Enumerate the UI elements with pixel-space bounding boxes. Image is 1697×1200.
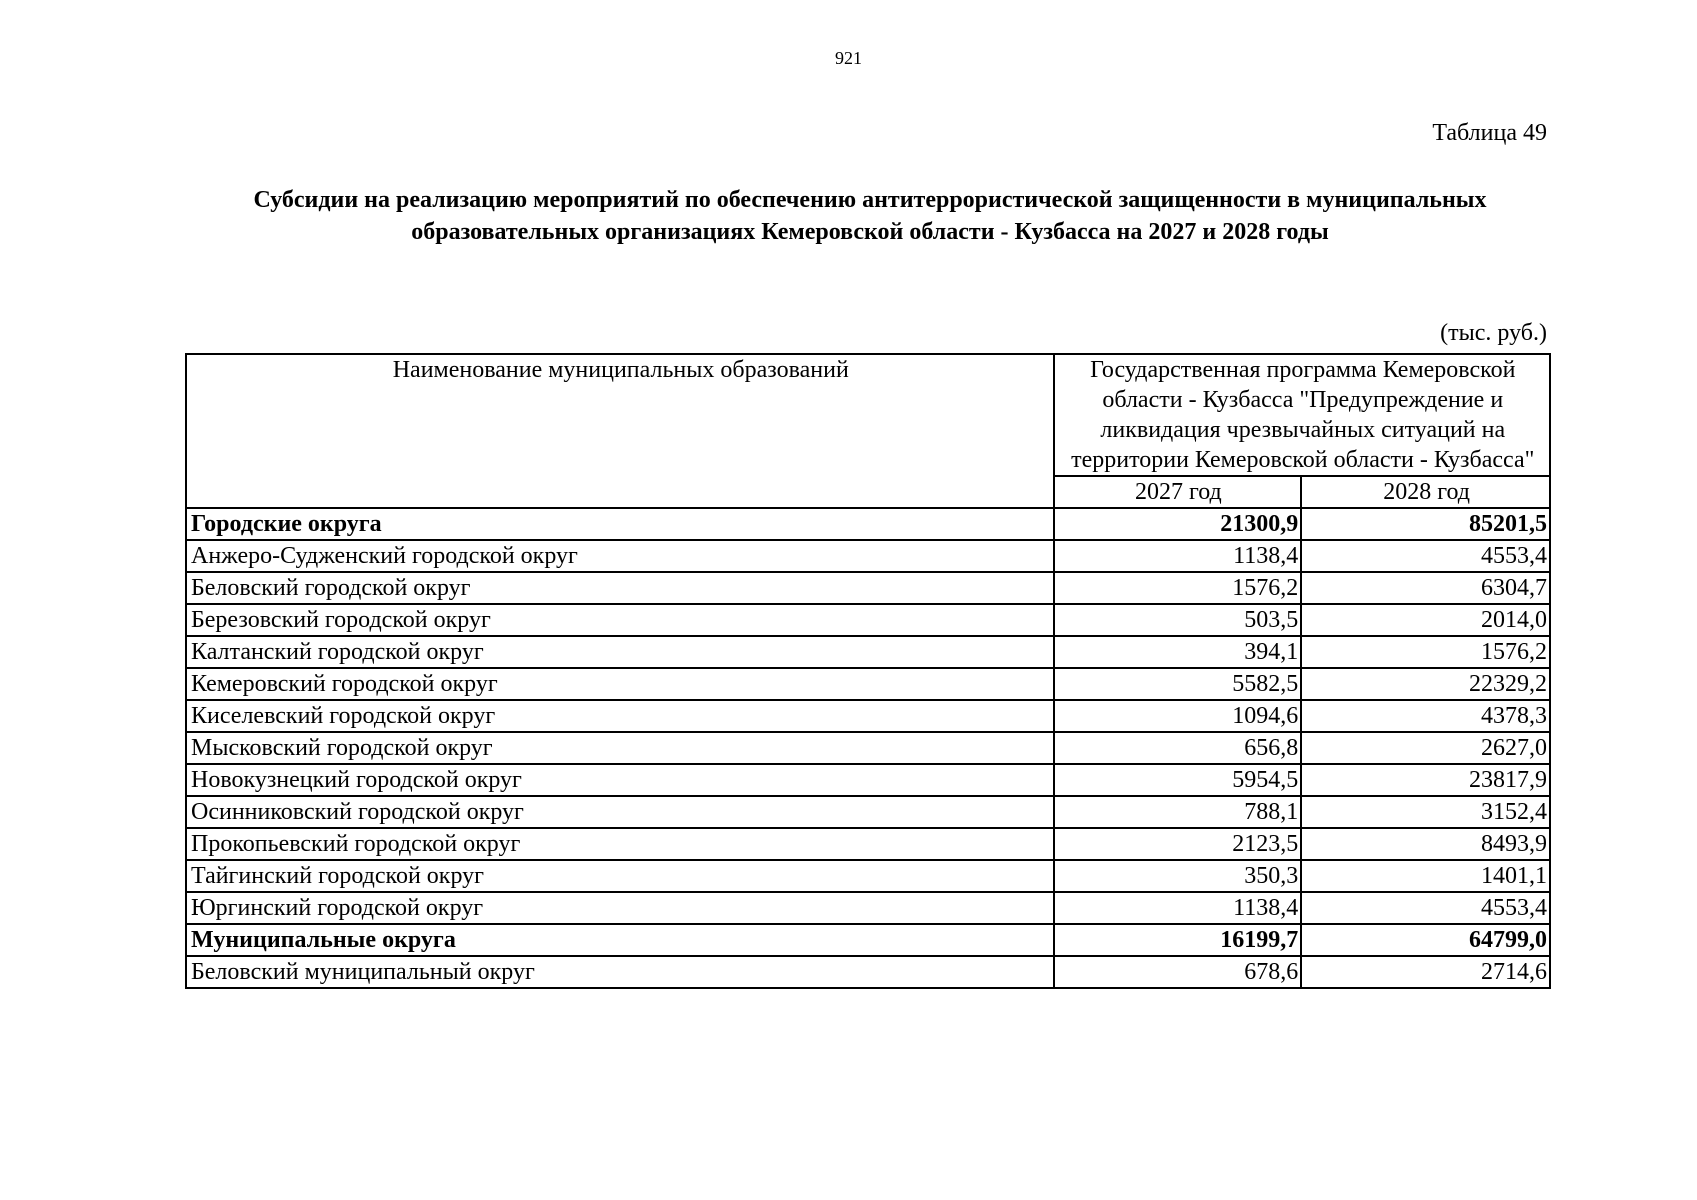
row-value-2027: 1138,4 bbox=[1054, 892, 1302, 924]
row-name: Анжеро-Судженский городской округ bbox=[186, 540, 1054, 572]
row-value-2027: 2123,5 bbox=[1054, 828, 1302, 860]
table-row bbox=[186, 540, 1550, 572]
row-value-2027: 5582,5 bbox=[1054, 668, 1302, 700]
table-row bbox=[186, 796, 1550, 828]
table-row-group-total bbox=[186, 924, 1550, 956]
table-row bbox=[186, 764, 1550, 796]
row-name: Юргинский городской округ bbox=[186, 892, 1054, 924]
subsidy-table bbox=[185, 353, 1551, 989]
row-name: Тайгинский городской округ bbox=[186, 860, 1054, 892]
row-name: Кемеровский городской округ bbox=[186, 668, 1054, 700]
row-value-2027: 350,3 bbox=[1054, 860, 1302, 892]
row-value-2027: 678,6 bbox=[1054, 956, 1302, 988]
header-year-2027: 2027 год bbox=[1054, 476, 1302, 508]
row-value-2027: 788,1 bbox=[1054, 796, 1302, 828]
row-value-2028: 85201,5 bbox=[1301, 508, 1550, 540]
row-value-2027: 503,5 bbox=[1054, 604, 1302, 636]
header-municipality-name: Наименование муниципальных образований bbox=[186, 354, 1054, 508]
row-value-2027: 1138,4 bbox=[1054, 540, 1302, 572]
row-name: Березовский городской округ bbox=[186, 604, 1054, 636]
row-value-2027: 656,8 bbox=[1054, 732, 1302, 764]
row-value-2028: 8493,9 bbox=[1301, 828, 1550, 860]
row-value-2027: 394,1 bbox=[1054, 636, 1302, 668]
row-name: Новокузнецкий городской округ bbox=[186, 764, 1054, 796]
row-value-2028: 4553,4 bbox=[1301, 540, 1550, 572]
row-value-2028: 6304,7 bbox=[1301, 572, 1550, 604]
table-row bbox=[186, 604, 1550, 636]
row-name: Беловский городской округ bbox=[186, 572, 1054, 604]
header-year-2028: 2028 год bbox=[1301, 476, 1550, 508]
table-row bbox=[186, 636, 1550, 668]
table-label: Таблица 49 bbox=[1432, 120, 1547, 146]
row-value-2028: 1401,1 bbox=[1301, 860, 1550, 892]
row-name: Калтанский городской округ bbox=[186, 636, 1054, 668]
table-row-group-total bbox=[186, 508, 1550, 540]
row-value-2027: 1094,6 bbox=[1054, 700, 1302, 732]
table-row bbox=[186, 700, 1550, 732]
header-state-program: Государственная программа Кемеровской области - Кузбасса "Предупреждение и ликвидация чрезвычайных ситуаций на территории Кемеровской области - Кузбасса" bbox=[1054, 354, 1550, 476]
row-name: Киселевский городской округ bbox=[186, 700, 1054, 732]
row-name: Прокопьевский городской округ bbox=[186, 828, 1054, 860]
row-name: Беловский муниципальный округ bbox=[186, 956, 1054, 988]
units-label: (тыс. руб.) bbox=[1440, 320, 1547, 346]
row-name: Осинниковский городской округ bbox=[186, 796, 1054, 828]
row-value-2028: 4553,4 bbox=[1301, 892, 1550, 924]
row-name: Муниципальные округа bbox=[186, 924, 1054, 956]
table-row bbox=[186, 572, 1550, 604]
table-row bbox=[186, 956, 1550, 988]
row-name: Городские округа bbox=[186, 508, 1054, 540]
table-row bbox=[186, 828, 1550, 860]
row-value-2028: 64799,0 bbox=[1301, 924, 1550, 956]
row-value-2028: 23817,9 bbox=[1301, 764, 1550, 796]
document-title: Субсидии на реализацию мероприятий по обеспечению антитеррористической защищенности в муниципальных образовательных организациях Кемеровской области - Кузбасса на 2027 и 2028 годы bbox=[253, 187, 1487, 245]
row-value-2028: 1576,2 bbox=[1301, 636, 1550, 668]
row-value-2028: 22329,2 bbox=[1301, 668, 1550, 700]
table-row bbox=[186, 668, 1550, 700]
table-row bbox=[186, 860, 1550, 892]
row-value-2028: 2714,6 bbox=[1301, 956, 1550, 988]
row-name: Мысковский городской округ bbox=[186, 732, 1054, 764]
row-value-2028: 2014,0 bbox=[1301, 604, 1550, 636]
table-body bbox=[186, 508, 1550, 988]
row-value-2028: 4378,3 bbox=[1301, 700, 1550, 732]
row-value-2028: 3152,4 bbox=[1301, 796, 1550, 828]
table-row bbox=[186, 732, 1550, 764]
row-value-2027: 21300,9 bbox=[1054, 508, 1302, 540]
table-row bbox=[186, 892, 1550, 924]
row-value-2028: 2627,0 bbox=[1301, 732, 1550, 764]
row-value-2027: 5954,5 bbox=[1054, 764, 1302, 796]
page-number: 921 bbox=[835, 48, 862, 68]
row-value-2027: 1576,2 bbox=[1054, 572, 1302, 604]
row-value-2027: 16199,7 bbox=[1054, 924, 1302, 956]
